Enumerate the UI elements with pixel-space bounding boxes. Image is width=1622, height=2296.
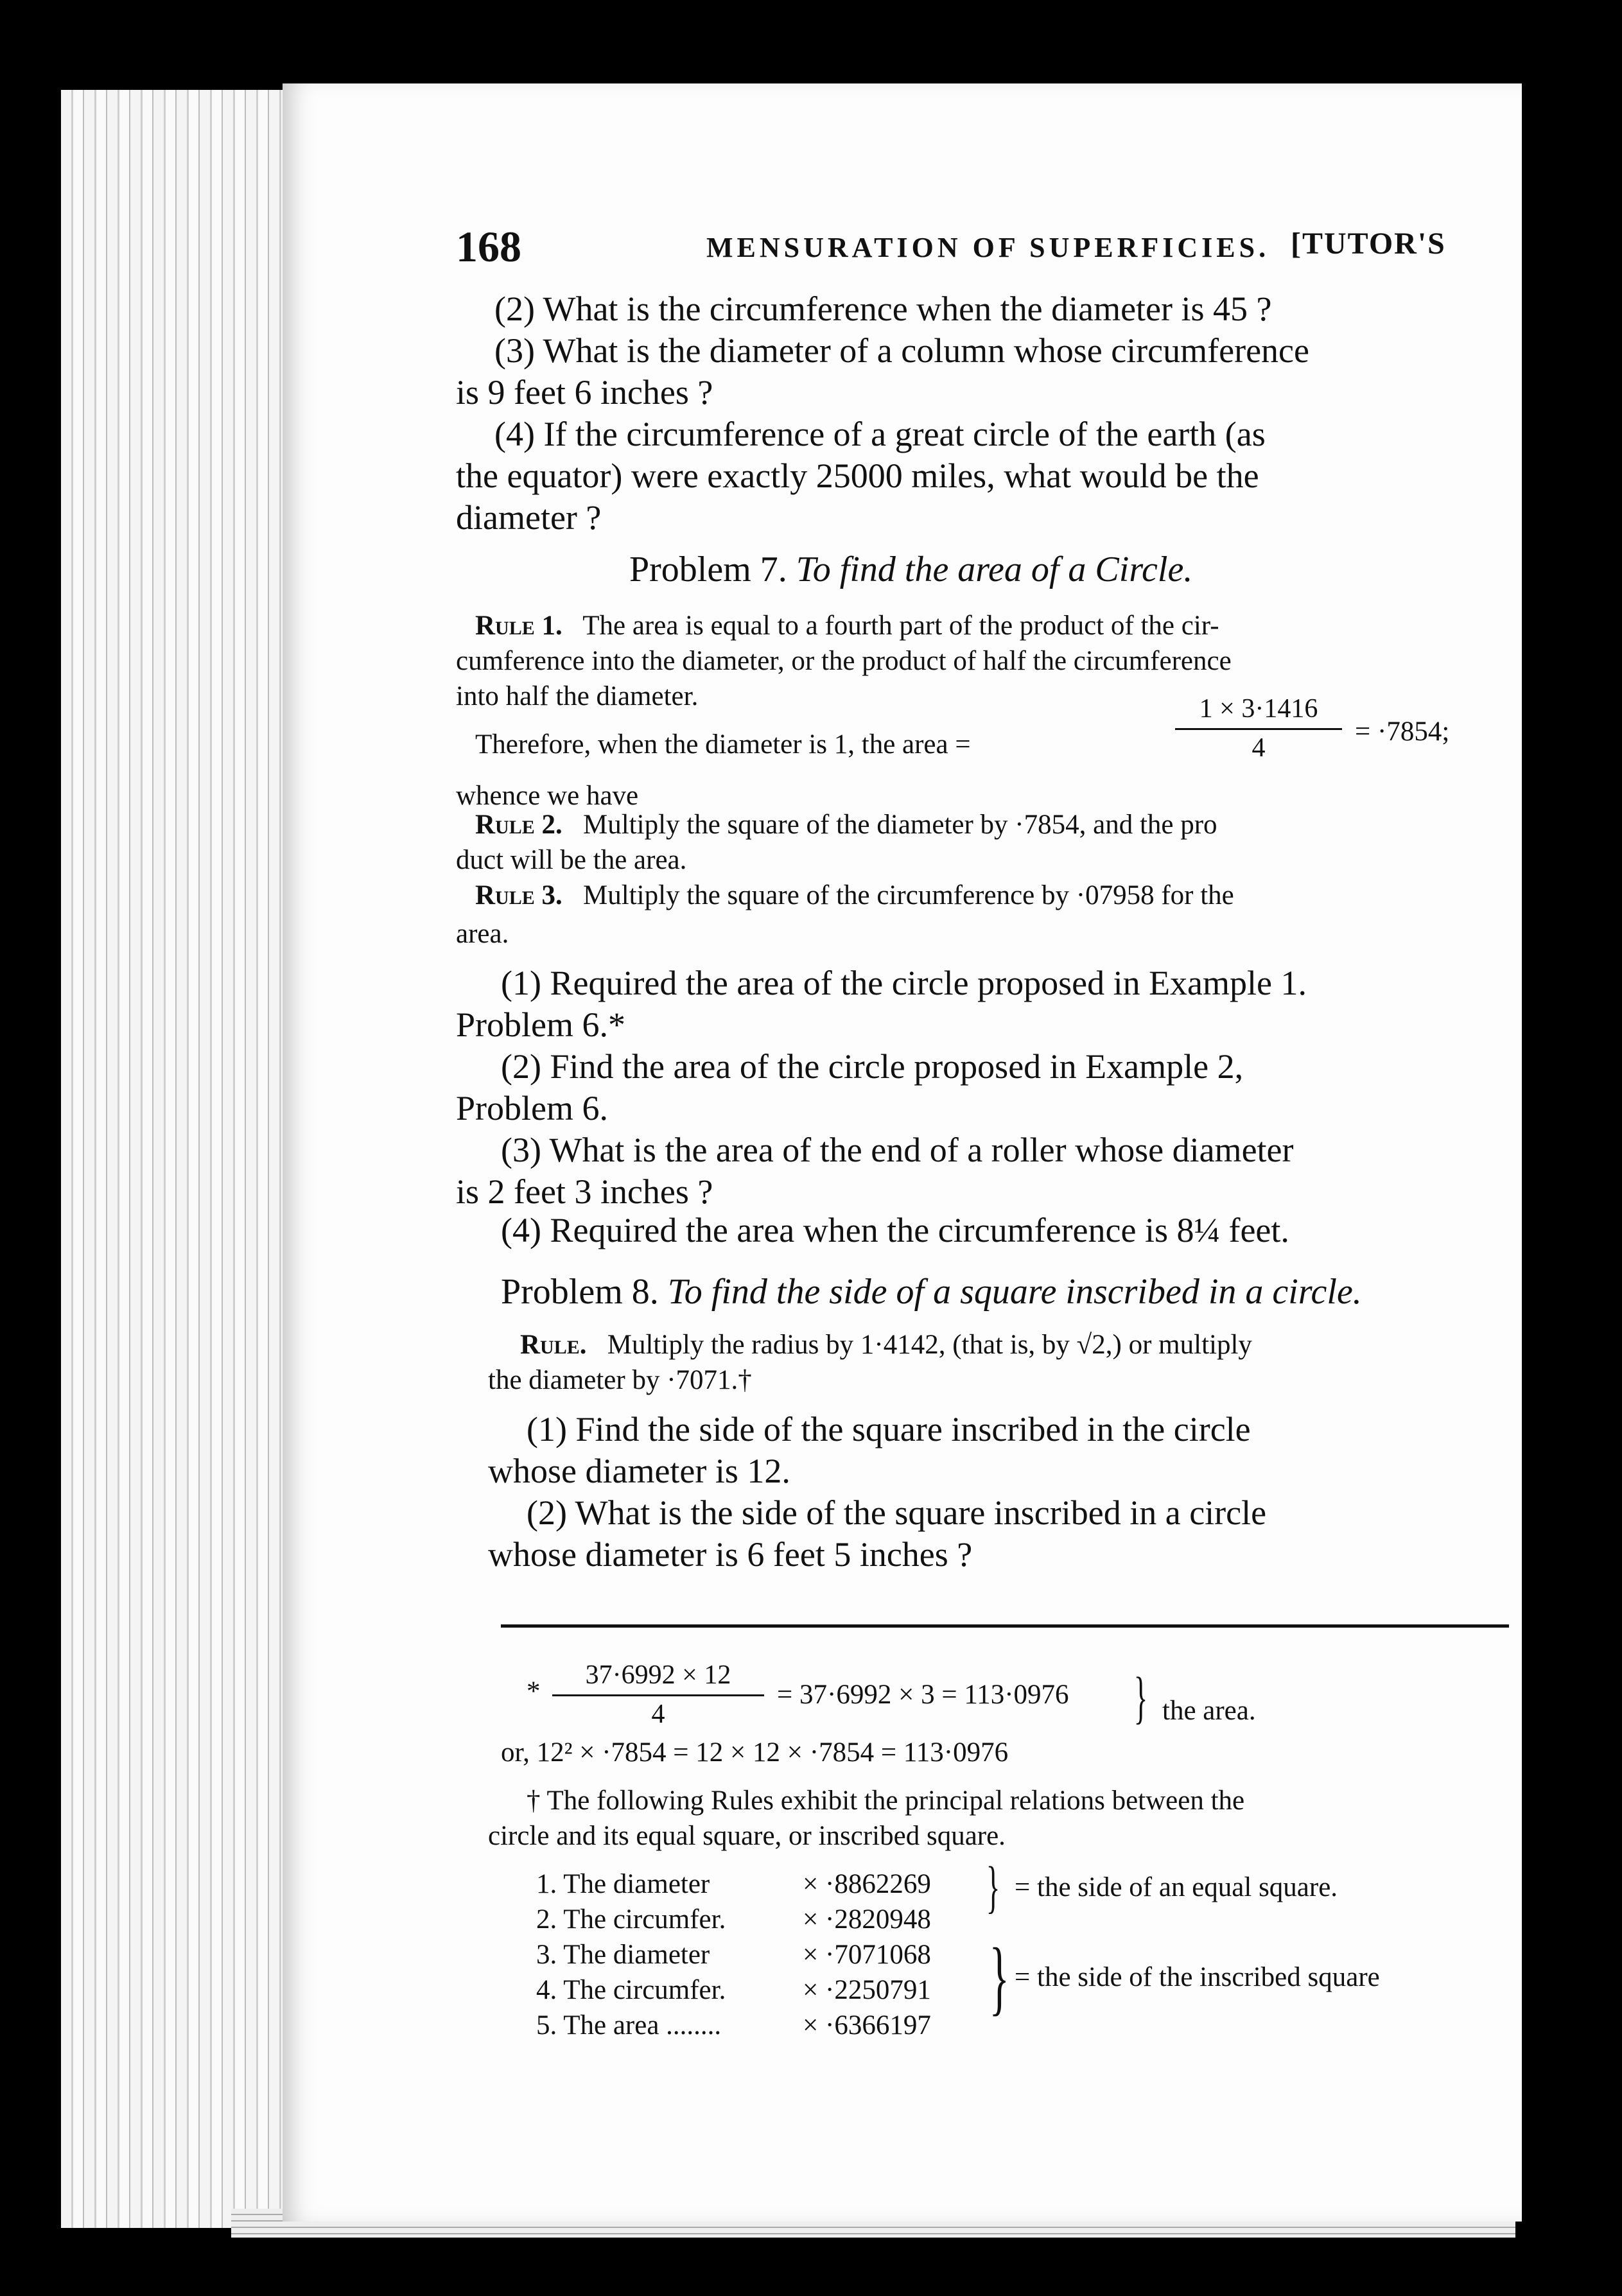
exercise-line: (4) If the circumference of a great circle of the earth (as	[494, 415, 1266, 453]
footnote-dagger: † The following Rules exhibit the principal relations between the	[527, 1786, 1245, 1816]
rule-row-5-value: × ·6366197	[803, 2010, 931, 2040]
rule-row-1: 1. The diameter	[536, 1869, 710, 1899]
book-page	[283, 83, 1522, 2222]
example-line: (2) What is the side of the square inscribed in a circle	[527, 1493, 1267, 1532]
rule-line: area.	[456, 919, 509, 949]
running-title: MENSURATION OF SUPERFICIES.	[706, 232, 1270, 263]
page-edges	[61, 90, 292, 2228]
rule-2: Rule 2. Multiply the square of the diameter by ·7854, and the pro	[475, 810, 1217, 840]
rule-row-2-value: × ·2820948	[803, 1904, 931, 1935]
footnote-separator	[501, 1624, 1509, 1628]
footnote-fraction: $\frac{37\cdot 6992 \times 12}{4}$	[552, 1660, 764, 1730]
rule-row-3: 3. The diameter	[536, 1940, 710, 1970]
rule-3: Rule 3. Multiply the square of the circumference by ·07958 for the	[475, 880, 1234, 910]
rule-row-5: 5. The area ........	[536, 2010, 722, 2040]
example-line: whose diameter is 12.	[488, 1452, 790, 1490]
example-line: (3) What is the area of the end of a roller whose diameter	[501, 1131, 1294, 1169]
example-line: Problem 6.	[456, 1089, 608, 1127]
group-2-result: = the side of the inscribed square	[1015, 1962, 1380, 1992]
example-line: whose diameter is 6 feet 5 inches ?	[488, 1535, 973, 1574]
brace: }	[989, 1931, 1009, 2024]
problem-8-heading: Problem 8. To find the side of a square inscribed in a circle.	[501, 1272, 1362, 1312]
rule-row-4: 4. The circumfer.	[536, 1975, 726, 2005]
example-line: is 2 feet 3 inches ?	[456, 1172, 713, 1211]
rule-line: cumference into the diameter, or the product of half the circumference	[456, 646, 1232, 676]
group-1-result: = the side of an equal square.	[1015, 1872, 1338, 1902]
brace: }	[1133, 1666, 1148, 1730]
example-line: Problem 6.*	[456, 1005, 625, 1044]
area-result: = ·7854;	[1355, 717, 1450, 747]
page-number: 168	[456, 222, 521, 271]
footnote-equation: or, 12² × ·7854 = 12 × 12 × ·7854 = 113·0976	[501, 1737, 1009, 1768]
area-fraction: $\frac{1 \times 3\cdot 1416}{4}$	[1175, 693, 1342, 763]
rule-line: the diameter by ·7071.†	[488, 1365, 752, 1395]
problem-7-heading: Problem 7. To find the area of a Circle.	[629, 550, 1193, 589]
footnote-the-area: the area.	[1162, 1696, 1256, 1726]
example-line: (4) Required the area when the circumference is 8¼ feet.	[501, 1211, 1289, 1249]
rule-row-3-value: × ·7071068	[803, 1940, 931, 1970]
rule-row-1-value: × ·8862269	[803, 1869, 931, 1899]
rule-row-2: 2. The circumfer.	[536, 1904, 726, 1935]
whence-text: whence we have	[456, 781, 639, 811]
example-line: (1) Required the area of the circle proposed in Example 1.	[501, 964, 1307, 1002]
exercise-line: is 9 feet 6 inches ?	[456, 373, 713, 412]
brace: }	[986, 1856, 1000, 1919]
rule-row-4-value: × ·2250791	[803, 1975, 931, 2005]
exercise-line: (2) What is the circumference when the diameter is 45 ?	[494, 290, 1272, 328]
therefore-text: Therefore, when the diameter is 1, the area =	[475, 729, 971, 760]
running-head-right: [TUTOR'S	[1291, 227, 1446, 261]
footnote-dagger: circle and its equal square, or inscribed square.	[488, 1821, 1006, 1851]
rule-line: duct will be the area.	[456, 845, 687, 875]
example-line: (2) Find the area of the circle proposed in Example 2,	[501, 1047, 1244, 1086]
footnote-equation: = 37·6992 × 3 = 113·0976	[777, 1680, 1069, 1710]
rule-1: Rule 1. The area is equal to a fourth part of the product of the cir-	[475, 611, 1219, 641]
exercise-line: the equator) were exactly 25000 miles, what would be the	[456, 457, 1259, 495]
rule-8: Rule. Multiply the radius by 1·4142, (that is, by √2,) or multiply	[520, 1330, 1252, 1360]
example-line: (1) Find the side of the square inscribed in the circle	[527, 1410, 1251, 1448]
footnote-star: *	[527, 1676, 541, 1707]
exercise-line: diameter ?	[456, 498, 602, 537]
rule-line: into half the diameter.	[456, 681, 699, 711]
exercise-line: (3) What is the diameter of a column whose circumference	[494, 331, 1309, 370]
